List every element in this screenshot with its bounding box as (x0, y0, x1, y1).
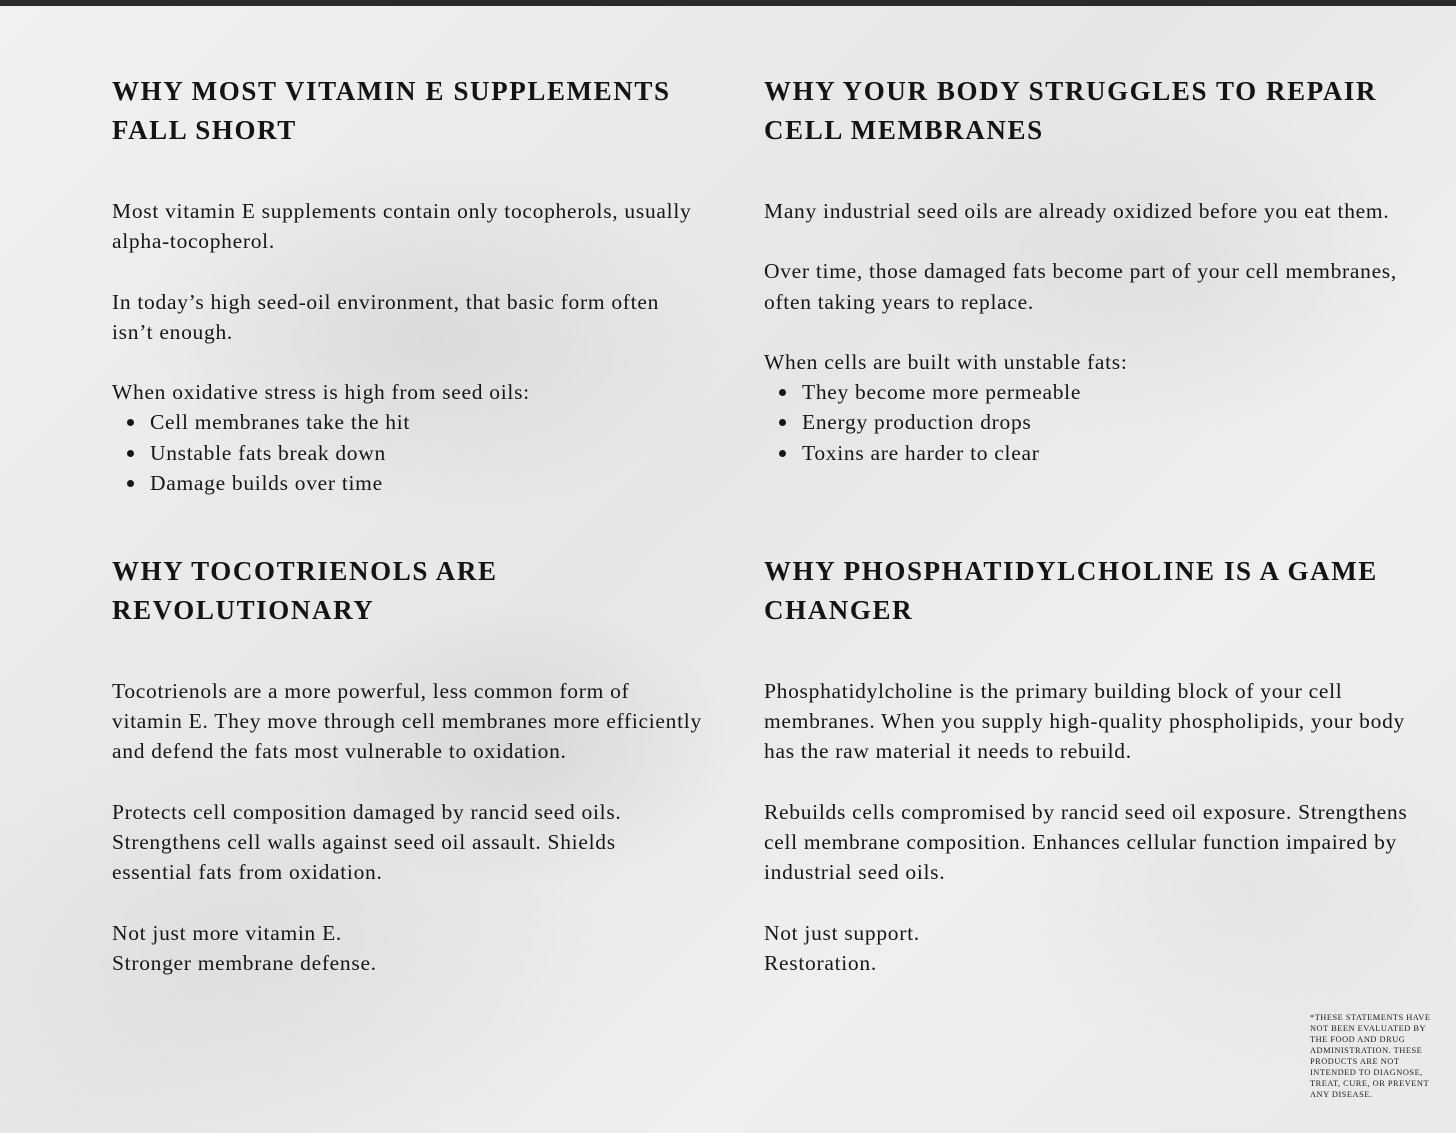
bullet-dot-icon (779, 450, 786, 457)
section-body (764, 196, 1404, 468)
paragraph: In today’s high seed-oil environment, that basic form often isn’t enough. (112, 289, 660, 344)
document-page (0, 6, 1456, 1133)
list-item-text: Toxins are harder to clear (802, 440, 1040, 465)
closing-line: Restoration. (764, 950, 877, 975)
closing-line: Not just support. (764, 920, 920, 945)
paragraph: Over time, those damaged fats become part of your cell membranes, often taking years to replace. (764, 259, 1397, 314)
fda-disclaimer: *THESE STATEMENTS HAVE NOT BEEN EVALUATED BY THE FOOD AND DRUG ADMINISTRATION. THESE PRODUCTS ARE NOT INTENDED TO DIAGNOSE, TREAT, CURE, OR PREVENT ANY DISEASE. (1310, 1013, 1431, 1099)
section-heading: WHY TOCOTRIENOLS ARE REVOLUTIONARY (112, 556, 498, 625)
list-intro: When oxidative stress is high from seed oils: (112, 380, 530, 405)
list-item (764, 407, 1404, 437)
paragraph: Phosphatidylcholine is the primary building block of your cell membranes. When you supply high-quality phospholipids, your body has the raw material it needs to rebuild. (764, 679, 1405, 764)
bullet-list (764, 377, 1404, 468)
closing-line: Not just more vitamin E. (112, 920, 342, 945)
list-item-text: Cell membranes take the hit (150, 410, 411, 435)
section-vitamin-e-supplements (112, 72, 732, 498)
bullet-dot-icon (779, 389, 786, 396)
bullet-block (112, 377, 702, 498)
list-item (764, 377, 1404, 407)
paragraph: Many industrial seed oils are already oxidized before you eat them. (764, 199, 1390, 223)
section-body (112, 196, 702, 498)
bullet-dot-icon (127, 450, 134, 457)
section-heading: WHY YOUR BODY STRUGGLES TO REPAIR CELL MEMBRANES (764, 76, 1378, 145)
list-intro: When cells are built with unstable fats: (764, 349, 1128, 374)
section-body (112, 676, 702, 978)
bullet-block (764, 347, 1404, 468)
closing-block (112, 918, 702, 978)
section-cell-membrane-repair (764, 72, 1397, 468)
section-heading: WHY MOST VITAMIN E SUPPLEMENTS FALL SHORT (112, 76, 671, 145)
bullet-dot-icon (779, 419, 786, 426)
bullet-list (112, 407, 702, 498)
section-phosphatidylcholine (764, 552, 1408, 978)
list-item-text: Unstable fats break down (150, 440, 386, 465)
paragraph: Most vitamin E supplements contain only tocopherols, usually alpha-tocopherol. (112, 199, 692, 254)
bullet-dot-icon (127, 480, 134, 487)
list-item (112, 407, 702, 437)
section-heading: WHY PHOSPHATIDYLCHOLINE IS A GAME CHANGER (764, 556, 1378, 625)
list-item (112, 468, 702, 498)
paragraph: Rebuilds cells compromised by rancid seed oil exposure. Strengthens cell membrane composition. Enhances cellular function impaired by industrial seed oils. (764, 799, 1408, 885)
list-item-text: Energy production drops (802, 410, 1032, 435)
bullet-dot-icon (127, 419, 134, 426)
paragraph: Tocotrienols are a more powerful, less common form of vitamin E. They move through cell membranes more efficiently and defend the fats most vulnerable to oxidation. (112, 679, 702, 764)
list-item-text: They become more permeable (802, 380, 1082, 405)
paragraph: Protects cell composition damaged by rancid seed oils. Strengthens cell walls against seed oil assault. Shields essential fats from oxidation. (112, 799, 622, 885)
list-item (112, 438, 702, 468)
section-tocotrienols (112, 552, 732, 978)
list-item (764, 438, 1404, 468)
closing-line: Stronger membrane defense. (112, 950, 377, 975)
closing-block (764, 918, 1414, 978)
section-body (764, 676, 1414, 978)
list-item-text: Damage builds over time (150, 470, 383, 495)
